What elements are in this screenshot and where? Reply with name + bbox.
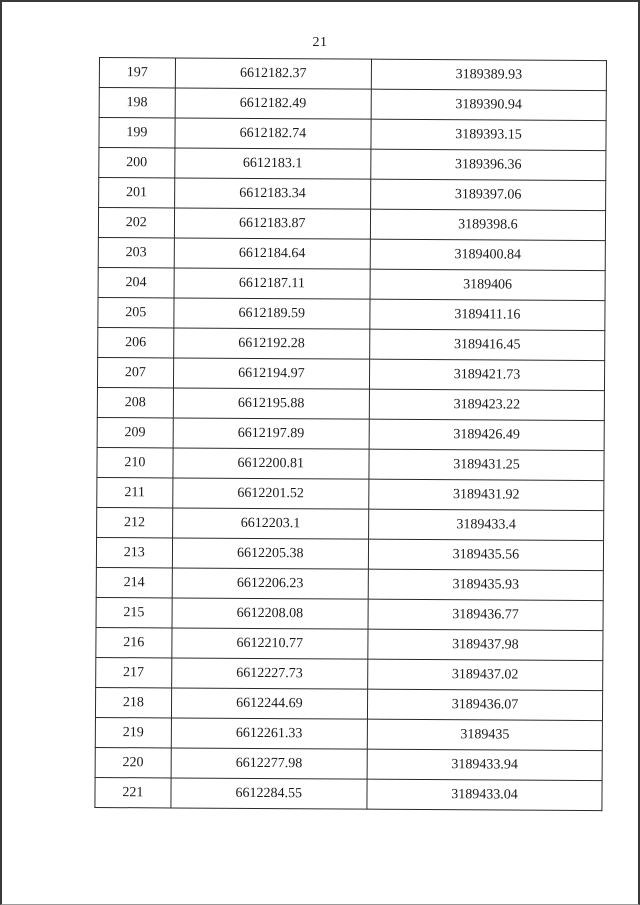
point-number-cell: 208 — [97, 387, 173, 417]
point-number-cell: 210 — [97, 447, 173, 477]
table-row — [99, 58, 606, 91]
point-number-cell: 203 — [98, 237, 174, 267]
x-coordinate-cell: 6612244.69 — [171, 688, 367, 719]
point-number-cell: 199 — [99, 118, 175, 148]
point-number-cell: 221 — [95, 777, 171, 807]
x-coordinate-cell: 6612189.59 — [174, 298, 370, 329]
point-number-cell: 207 — [97, 357, 173, 387]
table-row — [96, 567, 603, 600]
point-number-cell: 205 — [98, 297, 174, 327]
x-coordinate-cell: 6612192.28 — [173, 328, 369, 359]
y-coordinate-cell: 3189406 — [370, 269, 605, 300]
y-coordinate-cell: 3189433.04 — [367, 779, 602, 810]
x-coordinate-cell: 6612210.77 — [172, 628, 368, 659]
y-coordinate-cell: 3189436.07 — [367, 689, 602, 720]
x-coordinate-cell: 6612197.89 — [173, 418, 369, 449]
y-coordinate-cell: 3189435 — [367, 719, 602, 750]
x-coordinate-cell: 6612183.1 — [174, 148, 370, 179]
coordinates-table-body — [95, 58, 607, 811]
y-coordinate-cell: 3189400.84 — [370, 239, 605, 270]
x-coordinate-cell: 6612184.64 — [174, 238, 370, 269]
table-row — [97, 447, 604, 480]
table-row — [95, 747, 602, 780]
y-coordinate-cell: 3189397.06 — [371, 179, 606, 210]
table-row — [95, 777, 602, 810]
y-coordinate-cell: 3189431.25 — [369, 449, 604, 480]
point-number-cell: 209 — [97, 417, 173, 447]
point-number-cell: 204 — [98, 267, 174, 297]
table-row — [98, 327, 605, 360]
x-coordinate-cell: 6612206.23 — [172, 568, 368, 599]
point-number-cell: 202 — [98, 208, 174, 238]
y-coordinate-cell: 3189390.94 — [371, 89, 606, 120]
point-number-cell: 215 — [96, 597, 172, 627]
table-row — [99, 118, 606, 151]
table-row — [97, 507, 604, 540]
x-coordinate-cell: 6612203.1 — [172, 508, 368, 539]
y-coordinate-cell: 3189426.49 — [369, 419, 604, 450]
x-coordinate-cell: 6612183.87 — [174, 208, 370, 239]
y-coordinate-cell: 3189423.22 — [369, 389, 604, 420]
point-number-cell: 220 — [95, 747, 171, 777]
y-coordinate-cell: 3189436.77 — [368, 599, 603, 630]
x-coordinate-cell: 6612284.55 — [171, 778, 367, 809]
point-number-cell: 206 — [98, 327, 174, 357]
x-coordinate-cell: 6612261.33 — [171, 718, 367, 749]
x-coordinate-cell: 6612227.73 — [171, 658, 367, 689]
x-coordinate-cell: 6612277.98 — [171, 748, 367, 779]
table-row — [98, 208, 605, 241]
y-coordinate-cell: 3189396.36 — [371, 149, 606, 180]
table-row — [99, 88, 606, 121]
y-coordinate-cell: 3189437.98 — [368, 629, 603, 660]
table-row — [95, 717, 602, 750]
x-coordinate-cell: 6612205.38 — [172, 538, 368, 569]
table-row — [97, 417, 604, 450]
table-row — [99, 178, 606, 211]
y-coordinate-cell: 3189435.56 — [368, 539, 603, 570]
y-coordinate-cell: 3189411.16 — [370, 299, 605, 330]
table-row — [97, 477, 604, 510]
y-coordinate-cell: 3189435.93 — [368, 569, 603, 600]
point-number-cell: 212 — [97, 507, 173, 537]
table-row — [95, 687, 602, 720]
point-number-cell: 198 — [99, 88, 175, 118]
table-row — [96, 597, 603, 630]
point-number-cell: 218 — [95, 687, 171, 717]
point-number-cell: 201 — [99, 178, 175, 208]
point-number-cell: 214 — [96, 567, 172, 597]
table-row — [99, 148, 606, 181]
table-row — [97, 387, 604, 420]
x-coordinate-cell: 6612195.88 — [173, 388, 369, 419]
y-coordinate-cell: 3189431.92 — [369, 479, 604, 510]
coordinates-table — [94, 57, 607, 811]
table-row — [96, 627, 603, 660]
table-row — [96, 537, 603, 570]
x-coordinate-cell: 6612182.49 — [175, 88, 371, 119]
y-coordinate-cell: 3189437.02 — [368, 659, 603, 690]
x-coordinate-cell: 6612187.11 — [174, 268, 370, 299]
y-coordinate-cell: 3189433.4 — [368, 509, 603, 540]
x-coordinate-cell: 6612201.52 — [172, 478, 368, 509]
y-coordinate-cell: 3189421.73 — [369, 359, 604, 390]
table-row — [96, 657, 603, 690]
x-coordinate-cell: 6612208.08 — [172, 598, 368, 629]
y-coordinate-cell: 3189393.15 — [371, 119, 606, 150]
point-number-cell: 217 — [96, 657, 172, 687]
point-number-cell: 200 — [99, 148, 175, 178]
point-number-cell: 211 — [97, 477, 173, 507]
page-number: 21 — [312, 35, 328, 50]
point-number-cell: 197 — [99, 58, 175, 88]
y-coordinate-cell: 3189389.93 — [371, 59, 606, 90]
y-coordinate-cell: 3189416.45 — [370, 329, 605, 360]
x-coordinate-cell: 6612194.97 — [173, 358, 369, 389]
x-coordinate-cell: 6612182.74 — [175, 118, 371, 149]
point-number-cell: 213 — [96, 537, 172, 567]
table-row — [98, 267, 605, 300]
point-number-cell: 219 — [95, 717, 171, 747]
table-row — [97, 357, 604, 390]
x-coordinate-cell: 6612183.34 — [174, 178, 370, 209]
y-coordinate-cell: 3189433.94 — [367, 749, 602, 780]
point-number-cell: 216 — [96, 627, 172, 657]
table-row — [98, 297, 605, 330]
x-coordinate-cell: 6612200.81 — [173, 448, 369, 479]
y-coordinate-cell: 3189398.6 — [370, 209, 605, 240]
table-row — [98, 237, 605, 270]
x-coordinate-cell: 6612182.37 — [175, 58, 371, 89]
